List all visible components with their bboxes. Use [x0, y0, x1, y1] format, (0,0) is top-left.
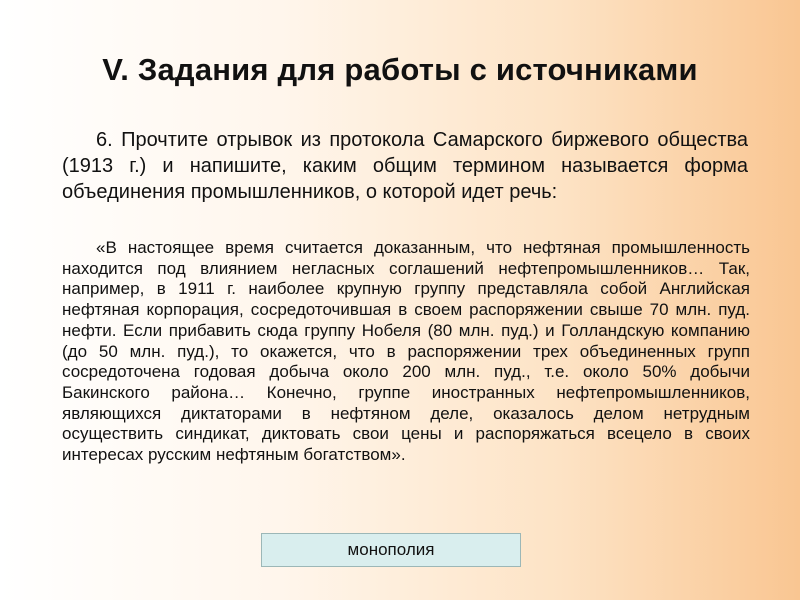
- task-text: 6. Прочтите отрывок из протокола Самарского биржевого общества (1913 г.) и напишите, каким общим термином называется форма объединения промышленников, о которой идет речь:: [62, 129, 748, 203]
- source-quote: «В настоящее время считается доказанным, что нефтяная промышленность находится под влиянием негласных соглашений нефтепромышленников… Так, например, в 1911 г. наиболее крупную группу представляла собой Английская нефтяная корпорация, сосредоточившая в своем распоряжении свыше 70 млн. пуд. нефти. Если прибавить сюда группу Нобеля (80 млн. пуд.) и Голландскую компанию (до 50 млн. пуд.), то окажется, что в распоряжении трех объединенных групп сосредоточена годовая добыча около 200 млн. пуд., т.е. около 50% добычи Бакинского района… Конечно, группе иностранных нефтепромышленников, являющихся диктаторами в нефтяном деле, оказалось делом нетрудным осуществить синдикат, диктовать свои цены и распоряжаться всецело в своих интересах русским нефтяным богатством».: [62, 238, 750, 465]
- answer-button[interactable]: [261, 533, 521, 567]
- answer-label: монополия: [347, 540, 435, 559]
- slide-title: V. Задания для работы с источниками: [102, 52, 698, 87]
